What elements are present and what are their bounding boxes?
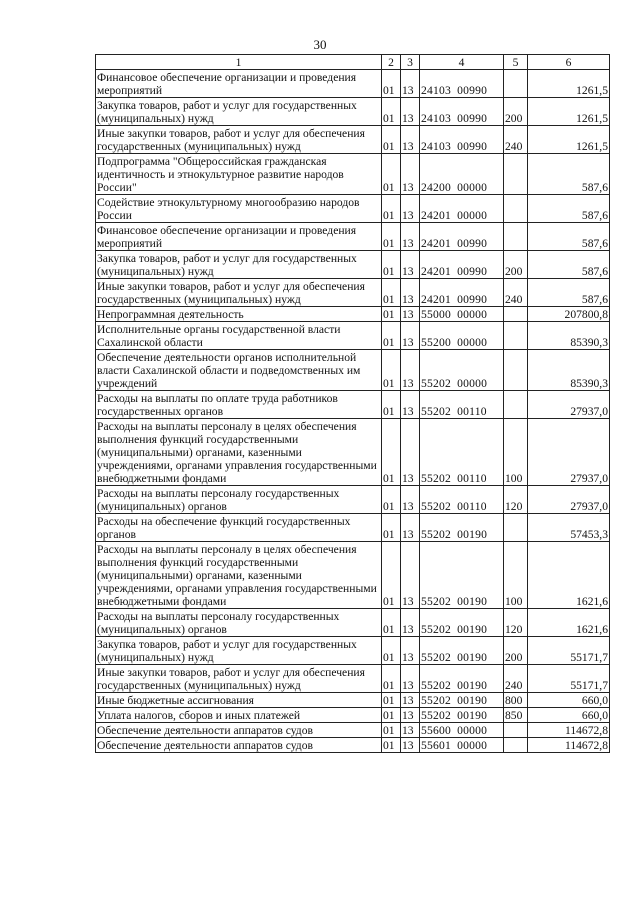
row-target-article: 55202 00190 xyxy=(420,637,504,665)
row-section-code: 01 xyxy=(382,514,401,542)
row-subsection-code: 13 xyxy=(401,637,420,665)
row-expense-type xyxy=(504,391,528,419)
row-target-article: 55202 00190 xyxy=(420,514,504,542)
row-name: Иные закупки товаров, работ и услуг для обеспечения государственных (муниципальных) нужд xyxy=(96,126,382,154)
row-target-article: 55202 00110 xyxy=(420,391,504,419)
table-row xyxy=(96,350,610,391)
row-amount: 114672,8 xyxy=(528,738,610,753)
row-name: Подпрограмма "Общероссийская гражданская идентичность и этнокультурное развитие народов России" xyxy=(96,154,382,195)
row-expense-type xyxy=(504,514,528,542)
table-row xyxy=(96,514,610,542)
row-subsection-code: 13 xyxy=(401,70,420,98)
row-section-code: 01 xyxy=(382,70,401,98)
row-amount: 57453,3 xyxy=(528,514,610,542)
row-target-article: 55200 00000 xyxy=(420,322,504,350)
row-section-code: 01 xyxy=(382,154,401,195)
row-name: Закупка товаров, работ и услуг для государственных (муниципальных) нужд xyxy=(96,98,382,126)
row-amount: 85390,3 xyxy=(528,322,610,350)
row-expense-type xyxy=(504,307,528,322)
row-target-article: 55202 00110 xyxy=(420,419,504,486)
row-expense-type: 800 xyxy=(504,693,528,708)
row-section-code: 01 xyxy=(382,723,401,738)
table-row xyxy=(96,665,610,693)
table-row xyxy=(96,251,610,279)
table-row xyxy=(96,419,610,486)
row-expense-type: 120 xyxy=(504,486,528,514)
row-section-code: 01 xyxy=(382,223,401,251)
row-amount: 27937,0 xyxy=(528,391,610,419)
row-name: Иные закупки товаров, работ и услуг для обеспечения государственных (муниципальных) нужд xyxy=(96,665,382,693)
table-row xyxy=(96,98,610,126)
row-section-code: 01 xyxy=(382,279,401,307)
row-subsection-code: 13 xyxy=(401,723,420,738)
row-target-article: 55202 00000 xyxy=(420,350,504,391)
row-subsection-code: 13 xyxy=(401,98,420,126)
row-amount: 1261,5 xyxy=(528,98,610,126)
row-subsection-code: 13 xyxy=(401,279,420,307)
row-section-code: 01 xyxy=(382,98,401,126)
row-target-article: 55202 00190 xyxy=(420,542,504,609)
page-number: 30 xyxy=(313,37,327,52)
row-subsection-code: 13 xyxy=(401,693,420,708)
row-target-article: 24103 00990 xyxy=(420,126,504,154)
row-amount: 55171,7 xyxy=(528,665,610,693)
row-name: Расходы на выплаты персоналу государственных (муниципальных) органов xyxy=(96,609,382,637)
row-target-article: 55202 00190 xyxy=(420,609,504,637)
row-section-code: 01 xyxy=(382,693,401,708)
row-amount: 660,0 xyxy=(528,708,610,723)
row-target-article: 24103 00990 xyxy=(420,70,504,98)
row-amount: 1261,5 xyxy=(528,126,610,154)
column-header-target-article: 4 xyxy=(420,55,504,70)
row-amount: 587,6 xyxy=(528,251,610,279)
row-subsection-code: 13 xyxy=(401,322,420,350)
row-expense-type xyxy=(504,738,528,753)
table-body xyxy=(96,70,610,753)
row-expense-type: 100 xyxy=(504,542,528,609)
row-amount: 660,0 xyxy=(528,693,610,708)
row-subsection-code: 13 xyxy=(401,195,420,223)
row-section-code: 01 xyxy=(382,251,401,279)
row-section-code: 01 xyxy=(382,609,401,637)
row-name: Иные закупки товаров, работ и услуг для обеспечения государственных (муниципальных) нужд xyxy=(96,279,382,307)
table-row xyxy=(96,637,610,665)
table-row xyxy=(96,279,610,307)
table-row xyxy=(96,223,610,251)
row-subsection-code: 13 xyxy=(401,514,420,542)
row-amount: 27937,0 xyxy=(528,419,610,486)
row-subsection-code: 13 xyxy=(401,609,420,637)
row-name: Расходы на обеспечение функций государственных органов xyxy=(96,514,382,542)
row-name: Обеспечение деятельности аппаратов судов xyxy=(96,738,382,753)
row-name: Расходы на выплаты персоналу в целях обеспечения выполнения функций государственными (муниципальными) органами, казенными учреждениями, органами управления государственными внебюджетными фондами xyxy=(96,542,382,609)
row-subsection-code: 13 xyxy=(401,665,420,693)
row-subsection-code: 13 xyxy=(401,126,420,154)
row-target-article: 55000 00000 xyxy=(420,307,504,322)
row-expense-type: 120 xyxy=(504,609,528,637)
table-row xyxy=(96,307,610,322)
column-header-expense-type: 5 xyxy=(504,55,528,70)
row-target-article: 55601 00000 xyxy=(420,738,504,753)
row-expense-type: 240 xyxy=(504,126,528,154)
table-row xyxy=(96,391,610,419)
row-section-code: 01 xyxy=(382,486,401,514)
row-name: Иные бюджетные ассигнования xyxy=(96,693,382,708)
table-row xyxy=(96,322,610,350)
row-target-article: 24200 00000 xyxy=(420,154,504,195)
row-expense-type xyxy=(504,350,528,391)
row-name: Содействие этнокультурному многообразию народов России xyxy=(96,195,382,223)
row-expense-type: 200 xyxy=(504,637,528,665)
row-expense-type: 200 xyxy=(504,98,528,126)
column-header-name: 1 xyxy=(96,55,382,70)
row-name: Закупка товаров, работ и услуг для государственных (муниципальных) нужд xyxy=(96,251,382,279)
row-expense-type xyxy=(504,322,528,350)
row-expense-type xyxy=(504,154,528,195)
row-name: Непрограммная деятельность xyxy=(96,307,382,322)
row-target-article: 24103 00990 xyxy=(420,98,504,126)
row-amount: 1621,6 xyxy=(528,542,610,609)
row-target-article: 55202 00110 xyxy=(420,486,504,514)
column-header-section: 2 xyxy=(382,55,401,70)
row-subsection-code: 13 xyxy=(401,542,420,609)
table-row xyxy=(96,70,610,98)
row-amount: 207800,8 xyxy=(528,307,610,322)
row-subsection-code: 13 xyxy=(401,738,420,753)
row-name: Финансовое обеспечение организации и проведения мероприятий xyxy=(96,70,382,98)
row-expense-type xyxy=(504,723,528,738)
row-name: Расходы на выплаты персоналу в целях обеспечения выполнения функций государственными (муниципальными) органами, казенными учреждениями, органами управления государственными внебюджетными фондами xyxy=(96,419,382,486)
table-row xyxy=(96,693,610,708)
header-row xyxy=(96,55,610,70)
column-header-subsection: 3 xyxy=(401,55,420,70)
table-row xyxy=(96,609,610,637)
row-expense-type: 100 xyxy=(504,419,528,486)
row-target-article: 24201 00990 xyxy=(420,223,504,251)
row-subsection-code: 13 xyxy=(401,486,420,514)
row-section-code: 01 xyxy=(382,708,401,723)
row-target-article: 55202 00190 xyxy=(420,665,504,693)
row-expense-type: 240 xyxy=(504,665,528,693)
row-section-code: 01 xyxy=(382,738,401,753)
row-subsection-code: 13 xyxy=(401,708,420,723)
row-name: Уплата налогов, сборов и иных платежей xyxy=(96,708,382,723)
row-amount: 114672,8 xyxy=(528,723,610,738)
row-amount: 27937,0 xyxy=(528,486,610,514)
row-expense-type xyxy=(504,223,528,251)
row-section-code: 01 xyxy=(382,350,401,391)
row-expense-type: 200 xyxy=(504,251,528,279)
row-name: Обеспечение деятельности аппаратов судов xyxy=(96,723,382,738)
row-amount: 587,6 xyxy=(528,223,610,251)
row-name: Расходы на выплаты персоналу государственных (муниципальных) органов xyxy=(96,486,382,514)
row-section-code: 01 xyxy=(382,195,401,223)
row-amount: 587,6 xyxy=(528,195,610,223)
row-name: Расходы на выплаты по оплате труда работников государственных органов xyxy=(96,391,382,419)
row-amount: 1621,6 xyxy=(528,609,610,637)
row-section-code: 01 xyxy=(382,665,401,693)
row-subsection-code: 13 xyxy=(401,223,420,251)
row-target-article: 24201 00000 xyxy=(420,195,504,223)
row-expense-type xyxy=(504,195,528,223)
row-amount: 1261,5 xyxy=(528,70,610,98)
table-row xyxy=(96,738,610,753)
row-subsection-code: 13 xyxy=(401,391,420,419)
table-row xyxy=(96,708,610,723)
row-subsection-code: 13 xyxy=(401,251,420,279)
row-target-article: 24201 00990 xyxy=(420,251,504,279)
row-name: Исполнительные органы государственной власти Сахалинской области xyxy=(96,322,382,350)
row-section-code: 01 xyxy=(382,542,401,609)
row-subsection-code: 13 xyxy=(401,419,420,486)
row-section-code: 01 xyxy=(382,391,401,419)
table-row xyxy=(96,723,610,738)
row-section-code: 01 xyxy=(382,419,401,486)
table-row xyxy=(96,486,610,514)
row-subsection-code: 13 xyxy=(401,350,420,391)
row-amount: 85390,3 xyxy=(528,350,610,391)
row-amount: 587,6 xyxy=(528,279,610,307)
row-section-code: 01 xyxy=(382,322,401,350)
row-name: Закупка товаров, работ и услуг для государственных (муниципальных) нужд xyxy=(96,637,382,665)
row-amount: 587,6 xyxy=(528,154,610,195)
row-target-article: 55202 00190 xyxy=(420,708,504,723)
budget-table xyxy=(95,54,610,753)
row-section-code: 01 xyxy=(382,126,401,154)
row-section-code: 01 xyxy=(382,307,401,322)
row-target-article: 24201 00990 xyxy=(420,279,504,307)
row-expense-type: 240 xyxy=(504,279,528,307)
table-row xyxy=(96,126,610,154)
table-row xyxy=(96,542,610,609)
row-target-article: 55600 00000 xyxy=(420,723,504,738)
table-row xyxy=(96,154,610,195)
row-subsection-code: 13 xyxy=(401,307,420,322)
column-header-amount: 6 xyxy=(528,55,610,70)
row-subsection-code: 13 xyxy=(401,154,420,195)
row-target-article: 55202 00190 xyxy=(420,693,504,708)
row-name: Финансовое обеспечение организации и проведения мероприятий xyxy=(96,223,382,251)
table-row xyxy=(96,195,610,223)
row-section-code: 01 xyxy=(382,637,401,665)
row-expense-type: 850 xyxy=(504,708,528,723)
row-name: Обеспечение деятельности органов исполнительной власти Сахалинской области и подведомственных им учреждений xyxy=(96,350,382,391)
row-expense-type xyxy=(504,70,528,98)
row-amount: 55171,7 xyxy=(528,637,610,665)
